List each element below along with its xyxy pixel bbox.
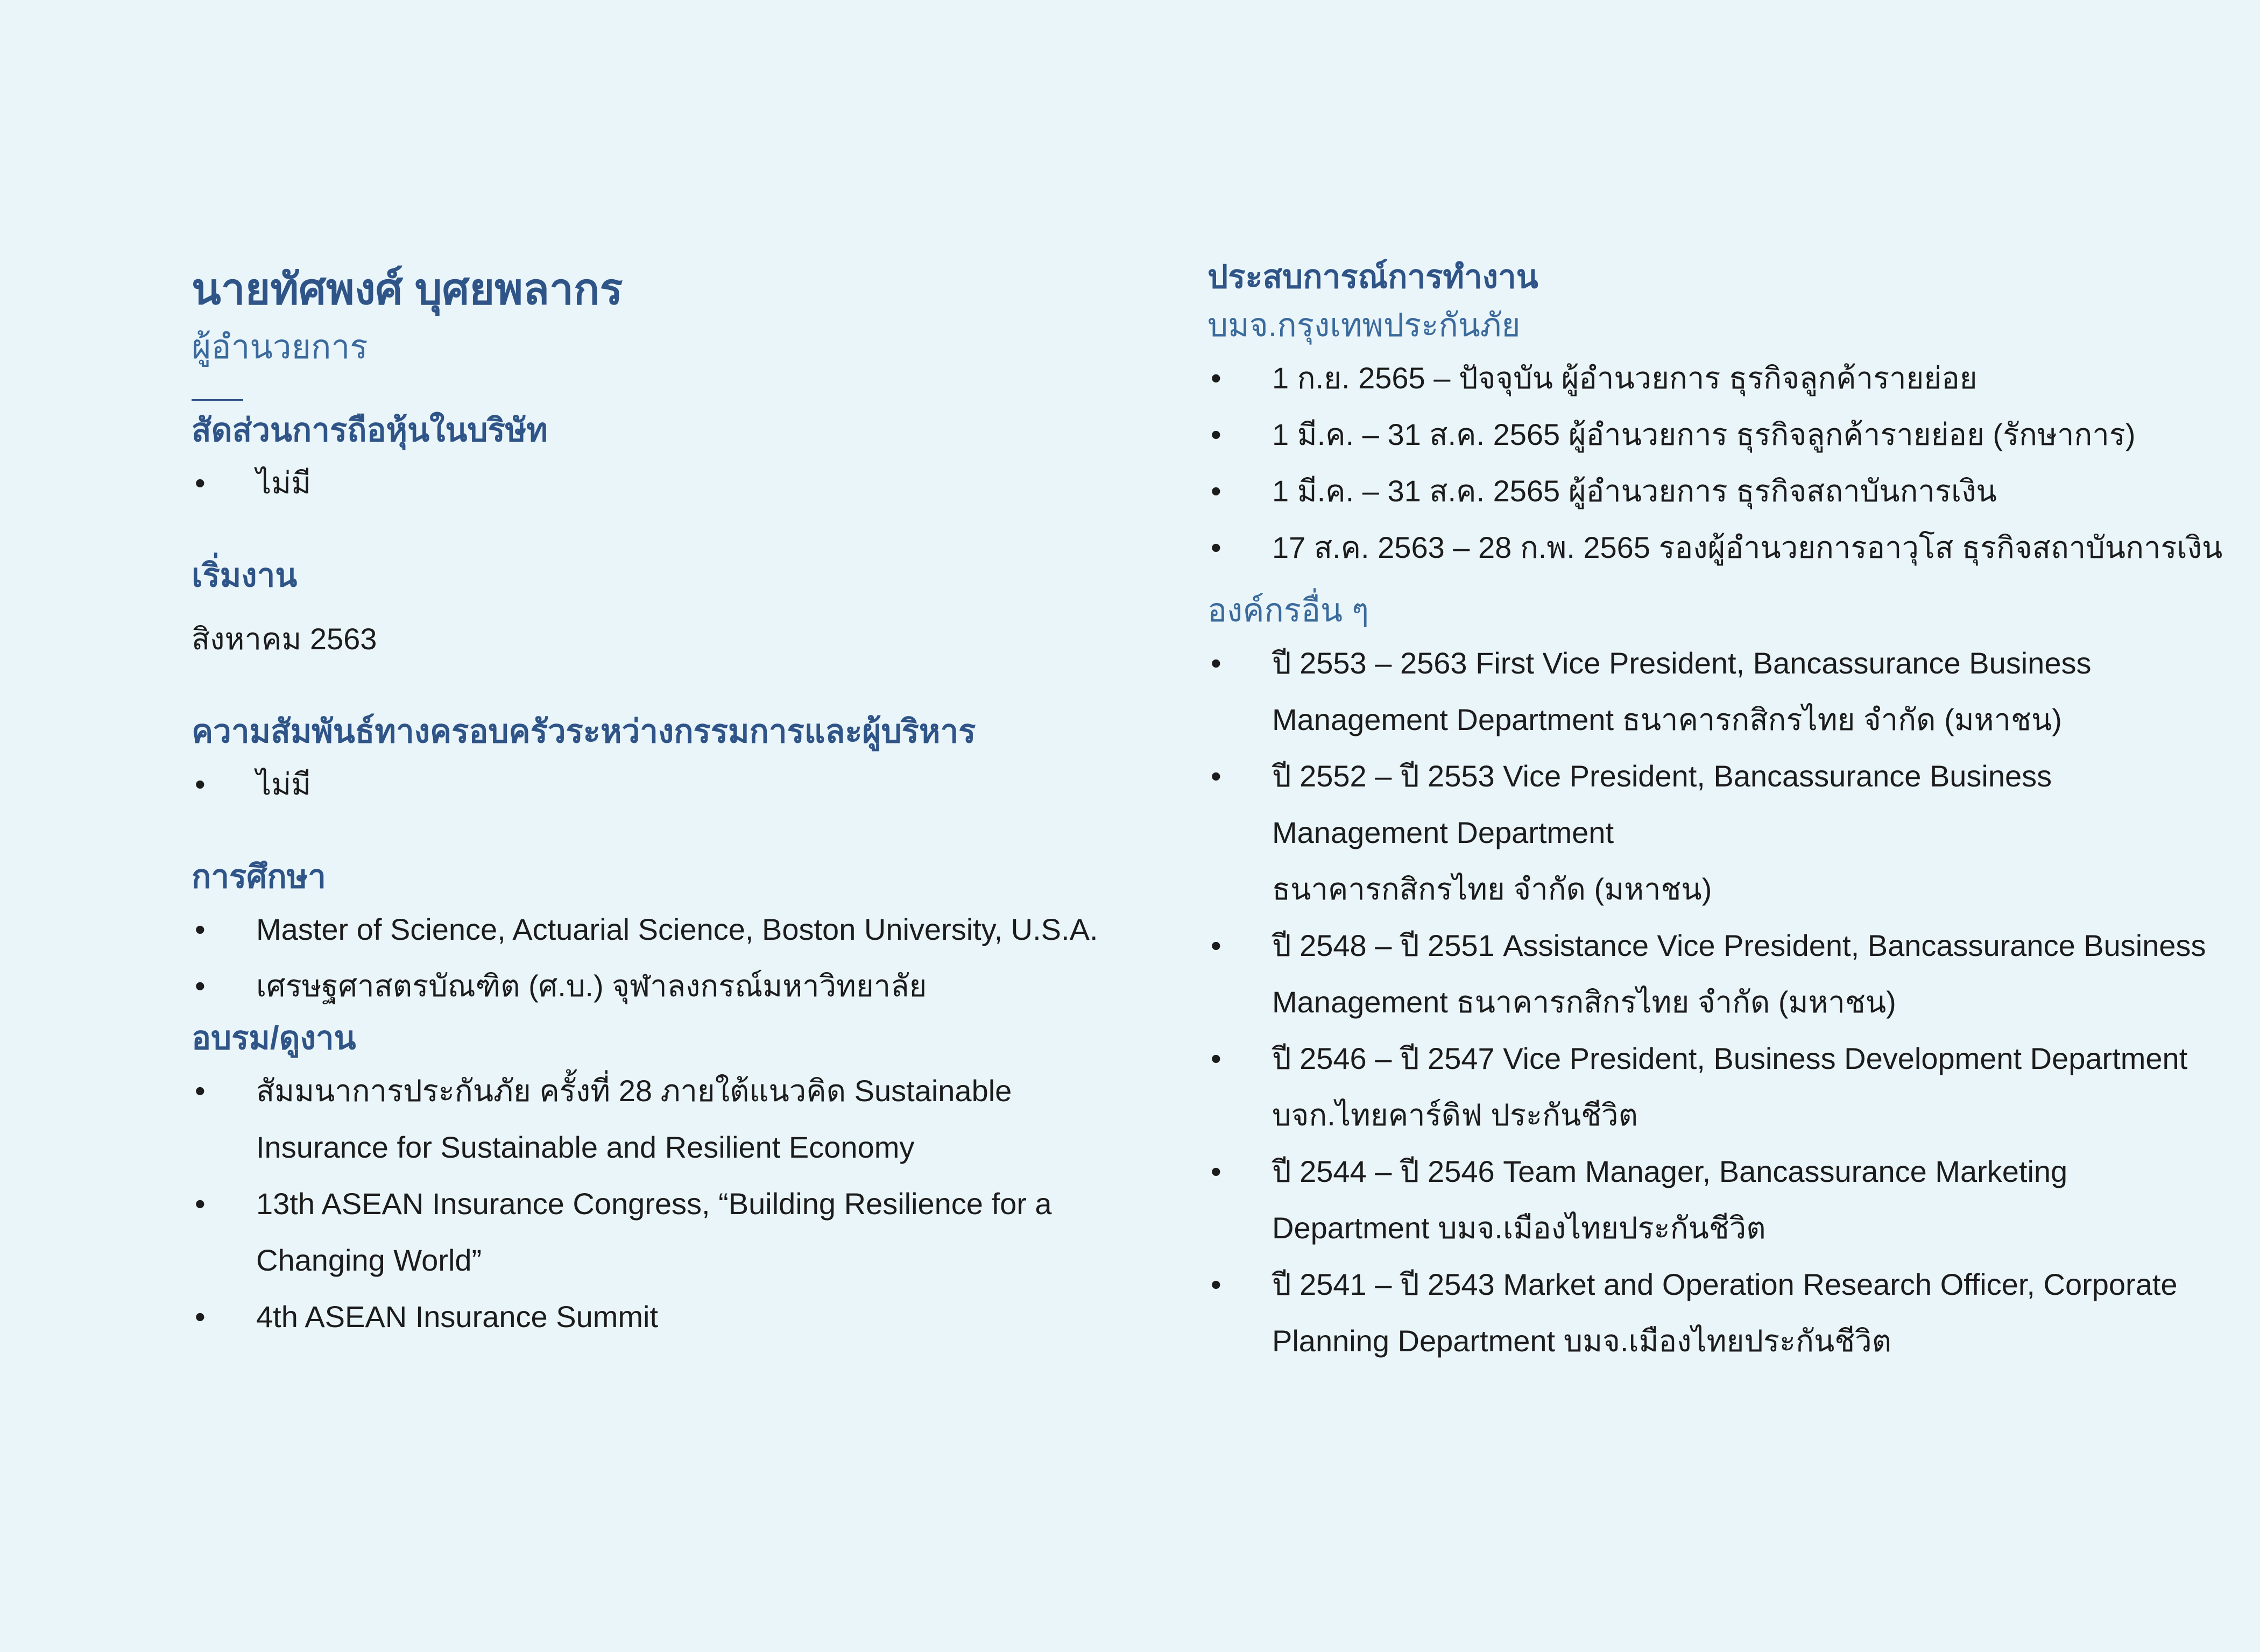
list-item: • ไม่มี [192, 756, 1106, 812]
education-list [192, 901, 1106, 1014]
list-item: • สัมมนาการประกันภัย ครั้งที่ 28 ภายใต้แนวคิด Sustainable Insurance for Sustainable and Resilient Economy [192, 1062, 1106, 1175]
list-item: • 4th ASEAN Insurance Summit [192, 1288, 1106, 1345]
bullet-icon: • [195, 1074, 206, 1108]
start-value: สิงหาคม 2563 [192, 622, 377, 656]
start-heading: เริ่มงาน [192, 557, 298, 593]
left-column [192, 253, 1106, 1345]
training-list [192, 1062, 1106, 1345]
bullet-icon: • [1211, 361, 1221, 395]
list-item: • ปี 2541 – ปี 2543 Market and Operation Research Officer, Corporate Planning Department บมจ.เมืองไทยประกันชีวิต [1207, 1256, 2224, 1369]
bullet-icon: • [1211, 474, 1221, 508]
bullet-icon: • [1211, 1267, 1221, 1301]
shareholding-heading: สัดส่วนการถือหุ้นในบริษัท [192, 412, 548, 448]
list-item: • ปี 2544 – ปี 2546 Team Manager, Bancassurance Marketing Department บมจ.เมืองไทยประกันชีวิต [1207, 1143, 2224, 1256]
list-item: • Master of Science, Actuarial Science, Boston University, U.S.A. [192, 901, 1106, 958]
education-heading: การศึกษา [192, 859, 326, 895]
training-heading: อบรม/ดูงาน [192, 1020, 356, 1056]
bullet-icon: • [195, 466, 206, 500]
list-item: • เศรษฐศาสตรบัณฑิต (ศ.บ.) จุฬาลงกรณ์มหาวิทยาลัย [192, 958, 1106, 1014]
other-organizations-list [1207, 635, 2224, 1369]
bullet-icon: • [1211, 928, 1221, 962]
bullet-icon: • [1211, 646, 1221, 680]
title-divider [192, 399, 243, 401]
bullet-icon: • [195, 1187, 206, 1221]
list-item: • ไม่มี [192, 455, 1106, 511]
family-heading: ความสัมพันธ์ทางครอบครัวระหว่างกรรมการและผู้บริหาร [192, 713, 976, 749]
list-item: • ปี 2548 – ปี 2551 Assistance Vice President, Bancassurance Business Management ธนาคารกสิกรไทย จำกัด (มหาชน) [1207, 917, 2224, 1030]
shareholding-list [192, 455, 1106, 511]
family-list [192, 756, 1106, 812]
bullet-icon: • [195, 1300, 206, 1334]
list-item: • 1 มี.ค. – 31 ส.ค. 2565 ผู้อำนวยการ ธุรกิจสถาบันการเงิน [1207, 463, 2224, 519]
list-item: • 13th ASEAN Insurance Congress, “Building Resilience for a Changing World” [192, 1175, 1106, 1288]
bullet-icon: • [1211, 530, 1221, 564]
right-column [1207, 253, 2224, 1369]
experience-list [1207, 350, 2224, 576]
list-item: • ปี 2546 – ปี 2547 Vice President, Business Development Department บจก.ไทยคาร์ดิฟ ประกันชีวิต [1207, 1030, 2224, 1143]
list-item: • 1 ก.ย. 2565 – ปัจจุบัน ผู้อำนวยการ ธุรกิจลูกค้ารายย่อย [1207, 350, 2224, 406]
list-item: • ปี 2552 – ปี 2553 Vice President, Bancassurance Business Management Department ธนาคารกสิกรไทย จำกัด (มหาชน) [1207, 748, 2224, 917]
list-item: • ปี 2553 – 2563 First Vice President, Bancassurance Business Management Department ธนาคารกสิกรไทย จำกัด (มหาชน) [1207, 635, 2224, 748]
experience-heading: ประสบการณ์การทำงาน [1207, 259, 1538, 295]
list-item: • 1 มี.ค. – 31 ส.ค. 2565 ผู้อำนวยการ ธุรกิจลูกค้ารายย่อย (รักษาการ) [1207, 406, 2224, 463]
experience-company: บมจ.กรุงเทพประกันภัย [1207, 307, 1521, 343]
bullet-icon: • [195, 969, 206, 1003]
person-position: ผู้อำนวยการ [192, 329, 368, 366]
bullet-icon: • [1211, 1154, 1221, 1188]
other-organizations-heading: องค์กรอื่น ๆ [1207, 592, 1369, 628]
bullet-icon: • [195, 912, 206, 946]
person-name: นายทัศพงศ์ บุศยพลากร [192, 265, 623, 313]
bullet-icon: • [1211, 1041, 1221, 1075]
bullet-icon: • [1211, 759, 1221, 793]
bullet-icon: • [1211, 417, 1221, 451]
bullet-icon: • [195, 767, 206, 801]
list-item: • 17 ส.ค. 2563 – 28 ก.พ. 2565 รองผู้อำนวยการอาวุโส ธุรกิจสถาบันการเงิน [1207, 519, 2224, 576]
